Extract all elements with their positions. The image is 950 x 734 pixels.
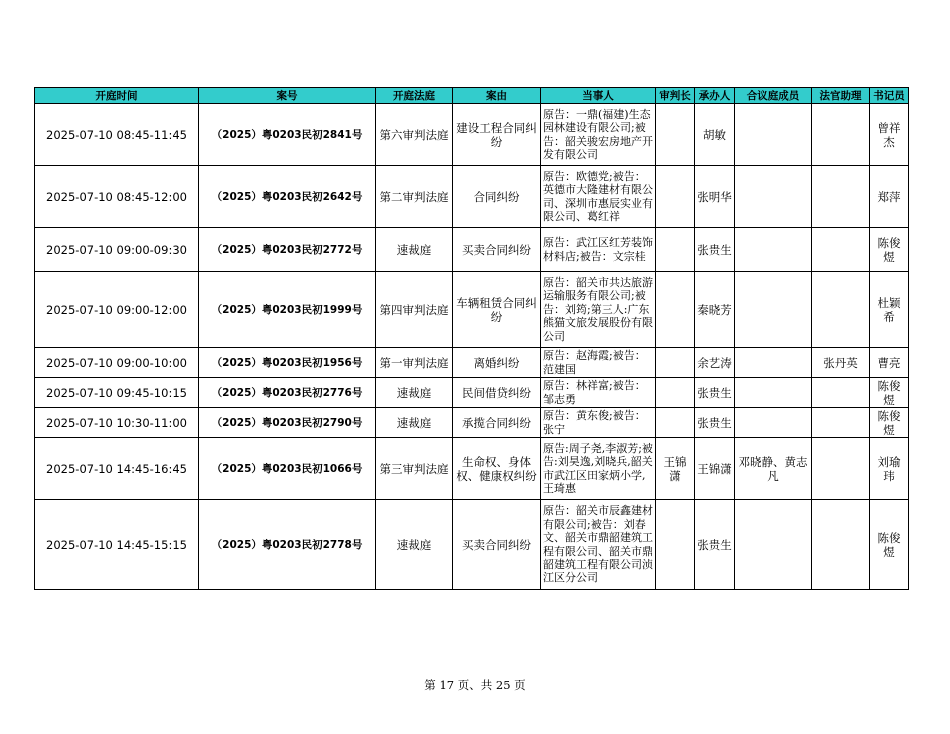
header-case-number: 案号 xyxy=(199,88,376,104)
table-row xyxy=(35,408,909,438)
cell-case-number: （2025）粤0203民初2790号 xyxy=(199,408,376,438)
cell-parties: 原告：韶关市辰鑫建材有限公司;被告：刘春文、韶关市鼎韶建筑工程有限公司、韶关市鼎韶建筑工程有限公司浈江区分公司 xyxy=(541,500,656,590)
cell-panel-members xyxy=(735,228,812,272)
cell-parties: 原告:周子尧,李淑芳;被告:刘昊逸,刘晓兵,韶关市武江区田家炳小学,王琦惠 xyxy=(541,438,656,500)
cell-presiding-judge: 王锦潇 xyxy=(656,438,695,500)
cell-panel-members xyxy=(735,166,812,228)
cell-presiding-judge xyxy=(656,378,695,408)
cell-judge-assistant xyxy=(812,104,870,166)
cell-judge-assistant xyxy=(812,166,870,228)
cell-cause: 承揽合同纠纷 xyxy=(453,408,541,438)
cell-panel-members xyxy=(735,272,812,348)
cell-panel-members xyxy=(735,378,812,408)
cell-judge-assistant xyxy=(812,500,870,590)
cell-handler: 张贵生 xyxy=(695,408,735,438)
header-hearing-time: 开庭时间 xyxy=(35,88,199,104)
header-presiding-judge: 审判长 xyxy=(656,88,695,104)
cell-handler: 张贵生 xyxy=(695,500,735,590)
cell-cause: 车辆租赁合同纠纷 xyxy=(453,272,541,348)
cell-parties: 原告：欧德党;被告：英德市大隆建材有限公司、深圳市惠辰实业有限公司、葛红祥 xyxy=(541,166,656,228)
cell-parties: 原告：武江区红芳装饰材料店;被告：文宗桂 xyxy=(541,228,656,272)
cell-clerk: 杜颖希 xyxy=(870,272,909,348)
cell-cause: 建设工程合同纠纷 xyxy=(453,104,541,166)
cell-presiding-judge xyxy=(656,104,695,166)
cell-time: 2025-07-10 08:45-11:45 xyxy=(35,104,199,166)
cell-time: 2025-07-10 10:30-11:00 xyxy=(35,408,199,438)
cell-time: 2025-07-10 14:45-16:45 xyxy=(35,438,199,500)
table-row xyxy=(35,500,909,590)
cell-panel-members xyxy=(735,500,812,590)
cell-parties: 原告：韶关市共达旅游运输服务有限公司;被告：刘筠;第三人:广东熊猫文旅发展股份有限公司 xyxy=(541,272,656,348)
cell-time: 2025-07-10 08:45-12:00 xyxy=(35,166,199,228)
cell-presiding-judge xyxy=(656,500,695,590)
cell-courtroom: 第一审判法庭 xyxy=(376,348,453,378)
table-header-row xyxy=(35,88,909,104)
header-judge-assistant: 法官助理 xyxy=(812,88,870,104)
page-number: 第 17 页、共 25 页 xyxy=(424,678,526,692)
table-row xyxy=(35,166,909,228)
cell-judge-assistant xyxy=(812,408,870,438)
cell-panel-members: 邓晓静、黄志凡 xyxy=(735,438,812,500)
cell-judge-assistant xyxy=(812,272,870,348)
cell-judge-assistant xyxy=(812,438,870,500)
cell-clerk: 郑萍 xyxy=(870,166,909,228)
cell-courtroom: 第三审判法庭 xyxy=(376,438,453,500)
cell-handler: 王锦潇 xyxy=(695,438,735,500)
cell-judge-assistant: 张丹英 xyxy=(812,348,870,378)
header-courtroom: 开庭法庭 xyxy=(376,88,453,104)
cell-case-number: （2025）粤0203民初2772号 xyxy=(199,228,376,272)
cell-presiding-judge xyxy=(656,408,695,438)
cell-panel-members xyxy=(735,408,812,438)
cell-time: 2025-07-10 14:45-15:15 xyxy=(35,500,199,590)
cell-parties: 原告：一鼎(福建)生态园林建设有限公司;被告：韶关骏宏房地产开发有限公司 xyxy=(541,104,656,166)
cell-time: 2025-07-10 09:00-12:00 xyxy=(35,272,199,348)
cell-case-number: （2025）粤0203民初2642号 xyxy=(199,166,376,228)
cell-presiding-judge xyxy=(656,166,695,228)
table-row xyxy=(35,438,909,500)
cell-courtroom: 速裁庭 xyxy=(376,500,453,590)
cell-parties: 原告：黄东俊;被告：张宁 xyxy=(541,408,656,438)
cell-parties: 原告：林祥富;被告：邹志勇 xyxy=(541,378,656,408)
cell-clerk: 陈俊煜 xyxy=(870,408,909,438)
cell-courtroom: 速裁庭 xyxy=(376,378,453,408)
cell-handler: 张贵生 xyxy=(695,378,735,408)
cell-handler: 余艺涛 xyxy=(695,348,735,378)
cell-clerk: 陈俊煜 xyxy=(870,378,909,408)
table-row xyxy=(35,378,909,408)
cell-presiding-judge xyxy=(656,348,695,378)
table-row xyxy=(35,348,909,378)
header-parties: 当事人 xyxy=(541,88,656,104)
cell-case-number: （2025）粤0203民初2778号 xyxy=(199,500,376,590)
cell-case-number: （2025）粤0203民初1066号 xyxy=(199,438,376,500)
cell-time: 2025-07-10 09:00-10:00 xyxy=(35,348,199,378)
cell-courtroom: 第六审判法庭 xyxy=(376,104,453,166)
header-handler: 承办人 xyxy=(695,88,735,104)
cell-courtroom: 第四审判法庭 xyxy=(376,272,453,348)
table-row xyxy=(35,104,909,166)
cell-case-number: （2025）粤0203民初1956号 xyxy=(199,348,376,378)
cell-time: 2025-07-10 09:45-10:15 xyxy=(35,378,199,408)
cell-clerk: 刘瑜玮 xyxy=(870,438,909,500)
cell-case-number: （2025）粤0203民初1999号 xyxy=(199,272,376,348)
cell-clerk: 曹亮 xyxy=(870,348,909,378)
cell-presiding-judge xyxy=(656,272,695,348)
cell-handler: 张贵生 xyxy=(695,228,735,272)
cell-cause: 买卖合同纠纷 xyxy=(453,228,541,272)
cell-courtroom: 速裁庭 xyxy=(376,228,453,272)
cell-judge-assistant xyxy=(812,378,870,408)
cell-cause: 合同纠纷 xyxy=(453,166,541,228)
header-cause: 案由 xyxy=(453,88,541,104)
cell-clerk: 曾祥杰 xyxy=(870,104,909,166)
cell-cause: 民间借贷纠纷 xyxy=(453,378,541,408)
cell-courtroom: 第二审判法庭 xyxy=(376,166,453,228)
cell-panel-members xyxy=(735,348,812,378)
header-clerk: 书记员 xyxy=(870,88,909,104)
cell-handler: 张明华 xyxy=(695,166,735,228)
cell-presiding-judge xyxy=(656,228,695,272)
table-row xyxy=(35,228,909,272)
cell-case-number: （2025）粤0203民初2776号 xyxy=(199,378,376,408)
cell-handler: 胡敏 xyxy=(695,104,735,166)
cell-clerk: 陈俊煜 xyxy=(870,228,909,272)
header-panel-members: 合议庭成员 xyxy=(735,88,812,104)
cell-cause: 买卖合同纠纷 xyxy=(453,500,541,590)
hearing-schedule-table xyxy=(34,87,909,590)
cell-cause: 离婚纠纷 xyxy=(453,348,541,378)
cell-judge-assistant xyxy=(812,228,870,272)
cell-handler: 秦晓芳 xyxy=(695,272,735,348)
cell-courtroom: 速裁庭 xyxy=(376,408,453,438)
cell-case-number: （2025）粤0203民初2841号 xyxy=(199,104,376,166)
cell-parties: 原告：赵海霞;被告：范建国 xyxy=(541,348,656,378)
cell-panel-members xyxy=(735,104,812,166)
cell-clerk: 陈俊煜 xyxy=(870,500,909,590)
cell-cause: 生命权、身体权、健康权纠纷 xyxy=(453,438,541,500)
table-row xyxy=(35,272,909,348)
cell-time: 2025-07-10 09:00-09:30 xyxy=(35,228,199,272)
